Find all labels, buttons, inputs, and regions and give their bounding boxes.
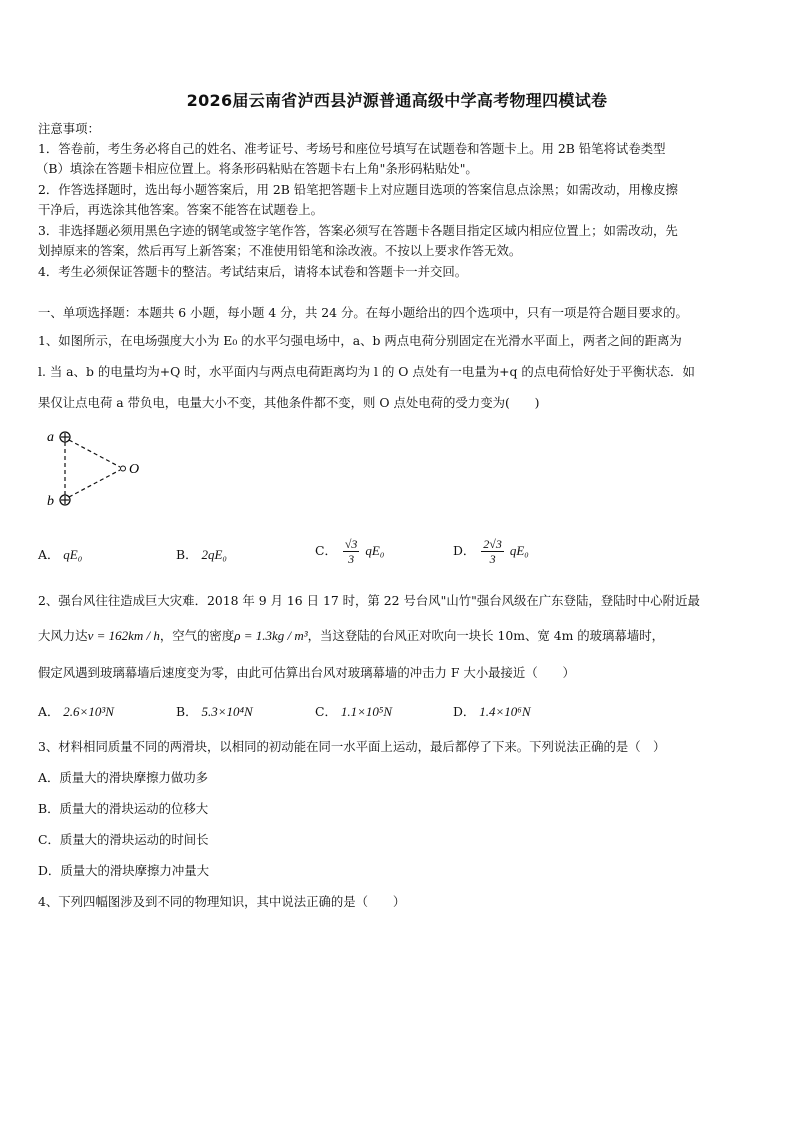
page-title: 2026届云南省泸西县泸源普通高级中学高考物理四模试卷 [186,91,608,110]
option-fraction [481,537,504,566]
option-label: A． [38,704,60,719]
point-o [121,466,126,471]
notice-line-7: 4．考生必须保证答题卡的整洁。考试结束后，请将本试卷和答题卡一并交回。 [38,264,468,279]
q3-stem: 3、材料相同质量不同的两滑块，以相同的初动能在同一水平面上运动，最后都停了下来。下列说法正确的是（ ） [38,739,666,754]
q2-option-b[interactable] [176,704,253,720]
notice-line-6: 划掉原来的答案，然后再写上新答案；不准使用铅笔和涂改液。不按以上要求作答无效。 [38,243,522,258]
section-heading: 一、单项选择题：本题共 6 小题，每小题 4 分，共 24 分。在每小题给出的四个选项中，只有一项是符合题目要求的。 [38,305,688,320]
q1-option-c[interactable] [315,537,384,566]
q3-option-d[interactable]: D．质量大的滑块摩擦力冲量大 [38,863,210,878]
line-ao [69,440,120,467]
fraction-numerator: 2√3 [483,537,502,551]
option-expr: 5.3×10⁴N [201,704,253,719]
notice-line-2: （B）填涂在答题卡相应位置上。将条形码粘贴在答题卡右上角"条形码粘贴处"。 [36,161,478,176]
option-label: C． [315,543,337,558]
notice-line-4: 干净后，再选涂其他答案。答案不能答在试题卷上。 [38,202,323,217]
q1-line-1: 1、如图所示，在电场强度大小为 E₀ 的水平匀强电场中，a、b 两点电荷分别固定在光滑水平面上，两者之间的距离为 [38,333,682,348]
option-label: D． [453,543,476,558]
fraction-denominator: 3 [489,552,496,566]
notice-line-1: 1．答卷前，考生务必将自己的姓名、准考证号、考场号和座位号填写在试题卷和答题卡上。用 2B 铅笔将试卷类型 [38,141,666,156]
q1-option-b[interactable] [176,547,227,563]
q2-option-d[interactable] [453,704,531,720]
q2-option-a[interactable] [38,704,114,720]
air-density-formula: ρ = 1.3kg / m³ [234,628,308,643]
notice-line-5: 3．非选择题必须用黑色字迹的钢笔或签字笔作答，答案必须写在答题卡各题目指定区域内相应位置上；如需改动，先 [38,223,678,238]
q1-option-d[interactable] [453,537,529,566]
q2-line-2 [38,628,664,644]
option-expr: 2.6×10³N [63,704,114,719]
q4-stem: 4、下列四幅图涉及到不同的物理知识，其中说法正确的是（ ） [38,894,406,909]
q1-line-2: l. 当 a、b 的电量均为+Q 时，水平面内与两点电荷距离均为 l 的 O 点处有一电量为+q 的点电荷恰好处于平衡状态．如 [38,364,695,379]
line-bo [69,470,120,497]
q2-text: 大风力达 [38,628,88,643]
q1-option-a[interactable] [38,547,82,563]
wind-speed-formula: v = 162km / h [87,628,160,643]
option-expr: qE₀ [509,543,529,558]
option-fraction [343,537,360,566]
option-label: C． [315,704,337,719]
label-o: O [129,462,140,477]
option-label: B． [176,547,198,562]
option-expr: qE₀ [63,547,83,562]
option-expr: qE₀ [365,543,385,558]
option-expr: 2qE₀ [201,547,227,562]
q3-option-b[interactable]: B．质量大的滑块运动的位移大 [38,801,209,816]
fraction-denominator: 3 [348,552,355,566]
option-expr: 1.4×10⁶N [479,704,531,719]
option-expr: 1.1×10⁵N [340,704,393,719]
option-label: B． [176,704,198,719]
q1-figure [40,425,150,513]
q3-option-c[interactable]: C．质量大的滑块运动的时间长 [38,832,209,847]
notice-heading: 注意事项： [38,121,100,136]
q2-text: ，空气的密度 [159,628,235,643]
q1-line-3: 果仅让点电荷 a 带负电，电量大小不变，其他条件都不变，则 O 点处电荷的受力变为( ) [38,395,540,410]
q3-option-a[interactable]: A．质量大的滑块摩擦力做功多 [38,770,209,785]
q2-text: ，当这登陆的台风正对吹向一块长 10m、宽 4m 的玻璃幕墙时， [307,628,664,643]
notice-line-3: 2．作答选择题时，选出每小题答案后，用 2B 铅笔把答题卡上对应题目选项的答案信息点涂黑；如需改动，用橡皮擦 [38,182,678,197]
fraction-numerator: √3 [344,537,358,551]
label-b: b [47,494,54,509]
option-label: D． [453,704,476,719]
q2-line-3: 假定风遇到玻璃幕墙后速度变为零，由此可估算出台风对玻璃幕墙的冲击力 F 大小最接近（ ） [38,665,575,680]
q2-option-c[interactable] [315,704,392,720]
option-label: A． [38,547,60,562]
q2-line-1: 2、强台风往往造成巨大灾难．2018 年 9 月 16 日 17 时，第 22 号台风"山竹"强台风级在广东登陆，登陆时中心附近最 [38,593,700,608]
label-a: a [47,430,54,445]
